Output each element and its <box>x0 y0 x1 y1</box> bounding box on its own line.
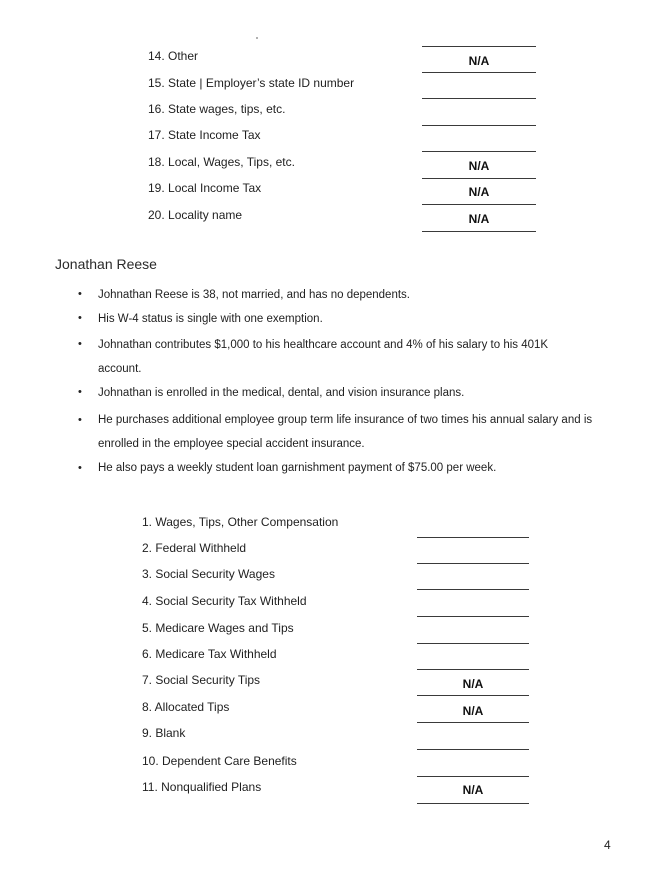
answer-line <box>417 722 529 723</box>
answer-line <box>417 537 529 538</box>
field-value: N/A <box>462 783 484 797</box>
answer-line <box>422 204 536 205</box>
answer-line <box>417 643 529 644</box>
answer-line <box>417 776 529 777</box>
answer-line <box>417 695 529 696</box>
section-title: Jonathan Reese <box>55 256 157 272</box>
list-item: He purchases additional employee group term life insurance of two times his annual salary and is enrolled in the employee special accident insurance. <box>98 414 593 450</box>
answer-line <box>417 749 529 750</box>
answer-line <box>422 46 536 47</box>
answer-line <box>422 125 536 126</box>
bullet-marker: • <box>78 338 82 350</box>
field-value: N/A <box>468 54 490 68</box>
answer-line <box>417 616 529 617</box>
field-label: 9. Blank <box>142 726 186 740</box>
field-label: 3. Social Security Wages <box>142 567 275 581</box>
list-item: He also pays a weekly student loan garnishment payment of $75.00 per week. <box>98 462 497 474</box>
field-label: 1. Wages, Tips, Other Compensation <box>142 515 339 529</box>
field-label: 10. Dependent Care Benefits <box>142 754 297 768</box>
field-label: 6. Medicare Tax Withheld <box>142 647 277 661</box>
scan-speck <box>256 37 258 39</box>
list-item: Johnathan contributes $1,000 to his healthcare account and 4% of his salary to his 401K account. <box>98 339 549 375</box>
field-value: N/A <box>462 677 484 691</box>
field-label: 2. Federal Withheld <box>142 541 247 555</box>
field-label: 11. Nonqualified Plans <box>142 780 262 794</box>
field-label: 7. Social Security Tips <box>142 673 261 687</box>
field-value: N/A <box>468 159 490 173</box>
list-item: Johnathan is enrolled in the medical, dental, and vision insurance plans. <box>98 387 465 399</box>
bullet-marker: • <box>78 288 82 300</box>
list-item: His W-4 status is single with one exemption. <box>98 313 323 325</box>
list-item: Johnathan Reese is 38, not married, and has no dependents. <box>98 289 410 301</box>
field-value: N/A <box>468 212 490 226</box>
bullet-marker: • <box>78 414 82 426</box>
field-label: 18. Local, Wages, Tips, etc. <box>148 155 295 169</box>
bullet-marker: • <box>78 312 82 324</box>
field-label: 17. State Income Tax <box>148 128 261 142</box>
field-value: N/A <box>462 704 484 718</box>
field-label: 5. Medicare Wages and Tips <box>142 621 294 635</box>
field-label: 4. Social Security Tax Withheld <box>142 594 307 608</box>
answer-line <box>422 151 536 152</box>
field-label: 19. Local Income Tax <box>148 181 262 195</box>
field-label: 20. Locality name <box>148 208 243 222</box>
bullet-marker: • <box>78 386 82 398</box>
answer-line <box>417 803 529 804</box>
field-label: 14. Other <box>148 49 199 63</box>
answer-line <box>417 669 529 670</box>
field-value: N/A <box>468 185 490 199</box>
field-label: 16. State wages, tips, etc. <box>148 102 286 116</box>
field-label: 8. Allocated Tips <box>142 700 230 714</box>
answer-line <box>422 231 536 232</box>
answer-line <box>417 563 529 564</box>
answer-line <box>422 72 536 73</box>
field-label: 15. State | Employer’s state ID number <box>148 76 355 90</box>
answer-line <box>422 98 536 99</box>
answer-line <box>422 178 536 179</box>
answer-line <box>417 589 529 590</box>
page-number: 4 <box>604 838 611 852</box>
bullet-marker: • <box>78 462 82 474</box>
